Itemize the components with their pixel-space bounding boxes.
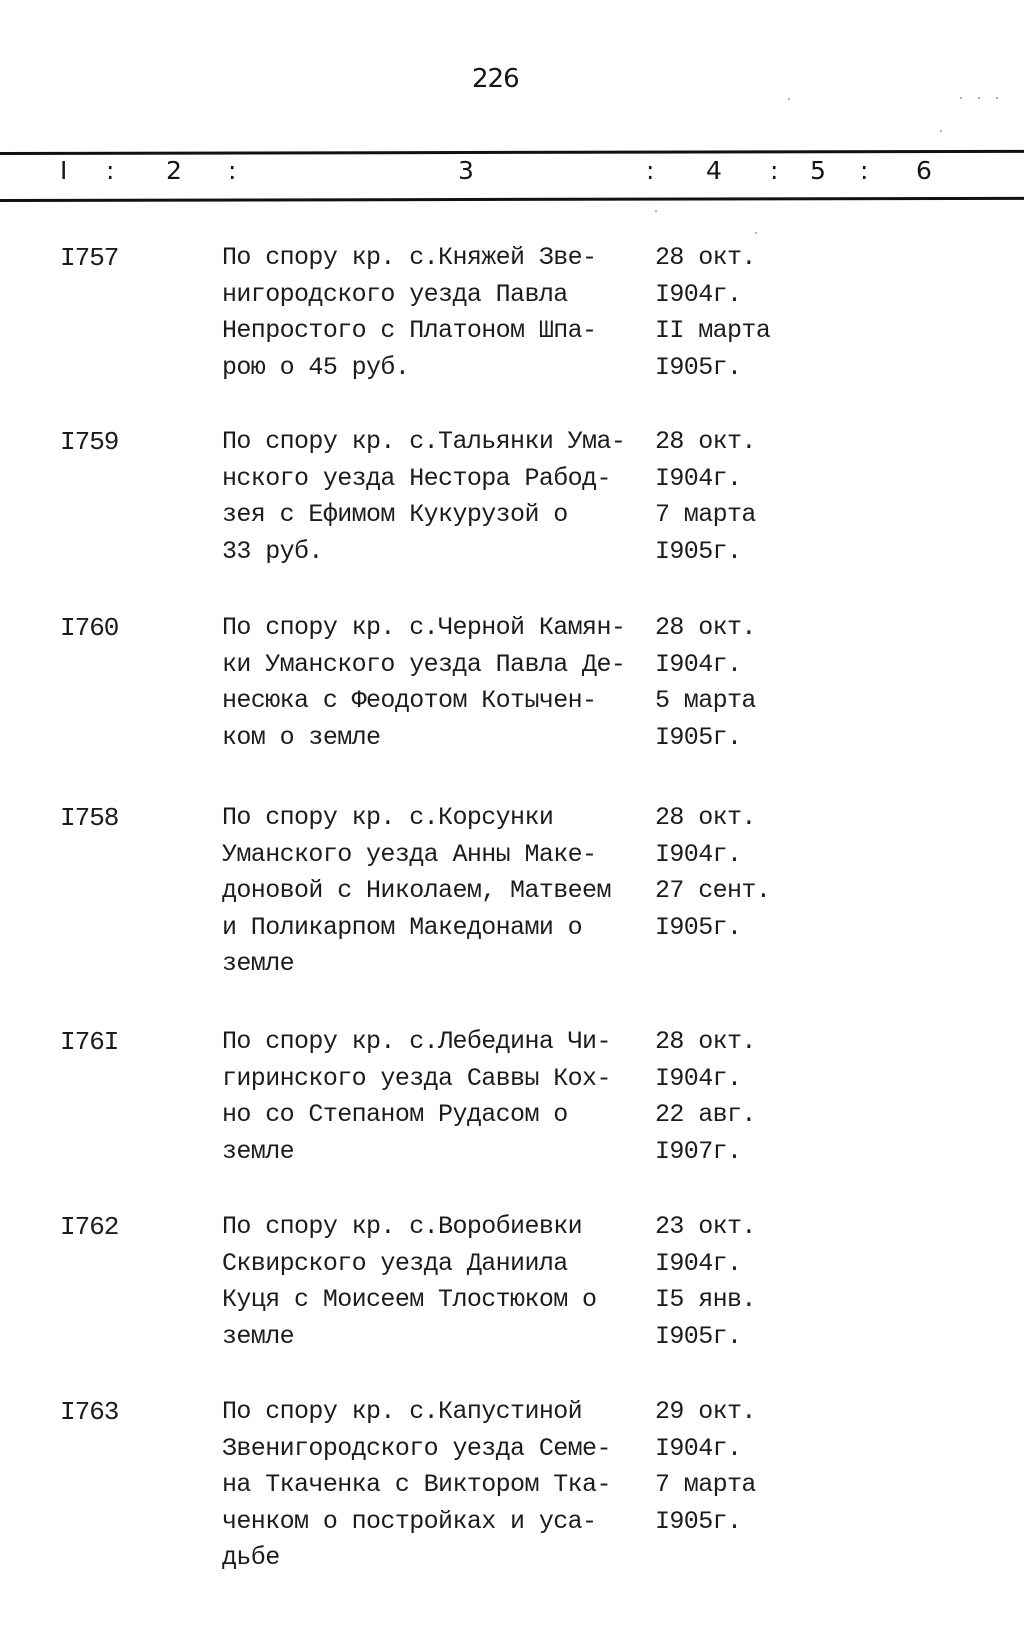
record-number: I762 — [60, 1212, 119, 1242]
record-description: По спору кр. с.Воробиевки Сквирского уезда Даниила Куця с Моисеем Тлостюком о земле — [222, 1212, 597, 1351]
scan-artifact — [655, 210, 657, 212]
record-number: I763 — [60, 1397, 119, 1427]
column-header-5: 5 — [810, 156, 826, 185]
record-dates: 23 окт. I904г. I5 янв. I905г. — [655, 1212, 756, 1351]
header-top-rule — [0, 150, 1024, 155]
scan-artifact — [755, 232, 757, 234]
column-separator: : — [228, 156, 237, 185]
record-number: I758 — [60, 803, 119, 833]
column-separator: : — [106, 156, 115, 185]
column-separator: : — [646, 156, 655, 185]
scan-artifact — [940, 130, 942, 132]
record-number: I759 — [60, 427, 119, 457]
record-dates: 28 окт. I904г. 22 авг. I907г. — [655, 1027, 756, 1166]
record-dates: 28 окт. I904г. 5 марта I905г. — [655, 613, 756, 752]
column-header-2: 2 — [166, 156, 182, 185]
record-description: По спору кр. с.Тальянки Ума- нского уезда Нестора Рабод- зея с Ефимом Кукурузой о 33 руб. — [222, 427, 626, 566]
column-separator: : — [860, 156, 869, 185]
record-dates: 28 окт. I904г. 27 сент. I905г. — [655, 803, 771, 942]
scan-artifact — [996, 97, 998, 99]
record-dates: 28 окт. I904г. 7 марта I905г. — [655, 427, 756, 566]
record-description: По спору кр. с.Княжей Зве- нигородского уезда Павла Непростого с Платоном Шпа- рою о 45 руб. — [222, 243, 597, 382]
page-number: 226 — [472, 64, 519, 94]
table-header — [0, 156, 1024, 196]
scan-artifact — [788, 98, 790, 100]
record-number: I76I — [60, 1027, 119, 1057]
record-dates: 28 окт. I904г. II марта I905г. — [655, 243, 771, 382]
scan-artifact — [960, 97, 962, 99]
scan-artifact — [978, 97, 980, 99]
column-separator: : — [770, 156, 779, 185]
record-number: I757 — [60, 243, 119, 273]
column-header-3: 3 — [458, 156, 474, 185]
record-description: По спору кр. с.Капустиной Звенигородского уезда Семе- на Ткаченка с Виктором Тка- ченком о постройках и уса- дьбе — [222, 1397, 611, 1572]
record-dates: 29 окт. I904г. 7 марта I905г. — [655, 1397, 756, 1536]
column-header-4: 4 — [706, 156, 722, 185]
record-description: По спору кр. с.Лебедина Чи- гиринского уезда Саввы Кох- но со Степаном Рудасом о земле — [222, 1027, 611, 1166]
record-number: I760 — [60, 613, 119, 643]
header-bottom-rule — [0, 197, 1024, 202]
record-description: По спору кр. с.Корсунки Уманского уезда Анны Маке- доновой с Николаем, Матвеем и Поликарпом Македонами о земле — [222, 803, 611, 978]
column-header-6: 6 — [916, 156, 932, 185]
record-description: По спору кр. с.Черной Камян- ки Уманского уезда Павла Де- несюка с Феодотом Котычен- ком о земле — [222, 613, 626, 752]
column-header-1: I — [60, 156, 68, 185]
